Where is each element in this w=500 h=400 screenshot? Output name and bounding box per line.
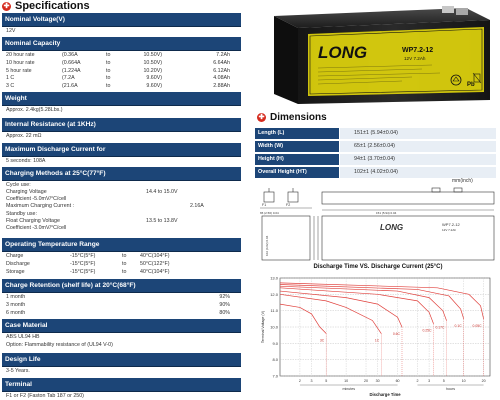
- temperature-name: Charge: [6, 253, 24, 259]
- front-view-rating: 12V 7.2Ah: [442, 228, 457, 232]
- case-material-value: ABS UL94 HB: [6, 334, 40, 340]
- y-tick-label: 8.0: [272, 357, 278, 363]
- temperature-to: to: [122, 260, 127, 267]
- retention-value: 92%: [219, 294, 230, 300]
- dimension-value: 102±1 (4.02±0.04): [340, 167, 496, 178]
- capacity-current: (1.224A: [62, 67, 81, 74]
- capacity-value: 6.12Ah: [213, 67, 230, 74]
- curve-label: 0.17C: [435, 325, 445, 330]
- retention-period: 1 month: [6, 294, 26, 300]
- front-view-model: WP7.2-12: [442, 222, 460, 227]
- x-axis-label: Discharge Time: [369, 392, 401, 397]
- y-tick-label: 10.0: [270, 324, 278, 330]
- specifications-title: ✚ Specifications: [3, 0, 90, 12]
- x-tick-label: 20: [481, 379, 486, 383]
- x-tick-label: 2: [298, 379, 301, 383]
- dimension-label: Width (W): [255, 141, 339, 152]
- curve-label: 0.1C: [454, 323, 462, 328]
- capacity-voltage: 9.60V): [146, 75, 162, 82]
- section-header-nominal-capacity: Nominal Capacity: [2, 37, 241, 51]
- dimension-value: 151±1 (5.94±0.04): [340, 128, 496, 139]
- side-view-drawing: [262, 216, 310, 260]
- curve-label: 0.05C: [472, 323, 482, 328]
- height-dimension: 102 (4.02) 0.04: [265, 235, 269, 256]
- y-tick-label: 12.0: [270, 291, 278, 297]
- capacity-current: (7.2A: [62, 75, 75, 82]
- pb-mark: Pb: [467, 82, 475, 88]
- section-header-internal-resistance: Internal Resistance (at 1KHz): [2, 118, 241, 132]
- x-group-hours: hours: [446, 387, 456, 391]
- standby-use-label: Standby use:: [6, 211, 37, 217]
- terminal-positive: [442, 6, 454, 13]
- retention-value: 80%: [219, 309, 230, 316]
- capacity-current: (21.6A: [62, 83, 78, 90]
- top-width-dimension: 65 (2.56) 0.04: [260, 211, 279, 215]
- y-tick-label: 9.0: [272, 340, 278, 346]
- coefficient-standby: Coefficient -3.0mV/°C/cell: [6, 225, 67, 231]
- dimension-label: Overall Height (HT): [255, 167, 339, 178]
- x-tick-label: 20: [364, 379, 369, 383]
- temperature-to: to: [122, 268, 127, 275]
- capacity-voltage: 10.20V): [143, 67, 162, 74]
- curve-label: 0.25C: [422, 328, 432, 333]
- capacity-voltage: 10.50V): [143, 59, 162, 66]
- discharge-chart: [258, 272, 498, 398]
- capacity-rate: 3 C: [6, 83, 15, 90]
- dimension-label: Length (L): [255, 128, 339, 139]
- section-header-terminal: Terminal: [2, 378, 241, 392]
- y-tick-label: 13.0: [270, 275, 278, 281]
- f2-terminal-drawing: [288, 192, 298, 202]
- section-header-nominal-voltage: Nominal Voltage(V): [2, 13, 241, 27]
- battery-rating-text: 12V 7.2Ah: [404, 56, 426, 61]
- weight-value: Approx. 2.4kg(5.28Lbs.): [6, 107, 63, 113]
- capacity-rate: 10 hour rate: [6, 59, 35, 66]
- capacity-to: to: [106, 59, 111, 66]
- capacity-value: 4.08Ah: [213, 75, 230, 82]
- f2-label: F2: [286, 203, 291, 207]
- float-voltage-row: Float Charging Voltage 13.5 to 13.8V: [6, 218, 178, 224]
- capacity-current: (0.36A: [62, 52, 78, 58]
- technical-drawing: [256, 186, 498, 262]
- section-header-max-discharge: Maximum Discharge Current for: [2, 143, 241, 157]
- x-tick-label: 5: [442, 379, 445, 383]
- y-tick-label: 11.0: [270, 308, 278, 314]
- x-tick-label: 5: [325, 379, 328, 383]
- temperature-to: to: [122, 253, 127, 259]
- battery-side-face: [274, 16, 298, 104]
- temperature-name: Storage: [6, 268, 25, 275]
- curve-label: 3C: [319, 338, 325, 343]
- capacity-rate: 5 hour rate: [6, 67, 32, 74]
- front-view-brand: LONG: [380, 223, 404, 232]
- x-tick-label: 60: [395, 379, 400, 383]
- capacity-value: 2.88Ah: [213, 83, 230, 90]
- chart-title: Discharge Time VS. Discharge Current (25°C): [313, 264, 443, 270]
- temperature-low: -15°C(5°F): [70, 253, 96, 259]
- dimensions-unit: mm(inch): [452, 178, 473, 184]
- temperature-low: -15°C(5°F): [70, 268, 96, 275]
- curve-label: 1C: [374, 338, 380, 343]
- cross-icon: ✚: [3, 3, 10, 10]
- x-tick-label: 2: [416, 379, 419, 383]
- nominal-voltage-value: 12V: [6, 28, 16, 34]
- y-axis-label: Terminal Voltage (V): [261, 310, 265, 344]
- dimension-value: 94±1 (3.70±0.04): [340, 154, 496, 165]
- retention-period: 6 month: [6, 309, 26, 316]
- charging-voltage-row: Charging Voltage 14.4 to 15.0V: [6, 189, 178, 195]
- capacity-value: 6.64Ah: [213, 59, 230, 66]
- dimension-value: 65±1 (2.56±0.04): [340, 141, 496, 152]
- battery-brand-logo: LONG: [318, 43, 368, 62]
- temperature-name: Discharge: [6, 260, 30, 267]
- capacity-to: to: [106, 67, 111, 74]
- section-header-operating-temp: Operating Temperature Range: [2, 238, 241, 252]
- retention-value: 90%: [219, 301, 230, 308]
- capacity-to: to: [106, 83, 111, 90]
- x-tick-label: 10: [344, 379, 349, 383]
- cross-icon: ✚: [258, 114, 265, 121]
- capacity-rate: 1 C: [6, 75, 15, 82]
- f1-terminal-drawing: [264, 192, 274, 202]
- max-charging-current-row: Maximum Charging Current : 2.16A: [6, 203, 204, 209]
- capacity-to: to: [106, 52, 111, 58]
- internal-resistance-value: Approx. 22 mΩ: [6, 133, 42, 139]
- battery-image: [252, 2, 498, 106]
- coefficient-cycle: Coefficient -5.0mV/°C/cell: [6, 196, 67, 202]
- temperature-low: -15°C(5°F): [70, 260, 96, 267]
- capacity-rate: 20 hour rate: [6, 52, 35, 58]
- design-life-value: 3-5 Years.: [6, 368, 30, 374]
- section-header-case-material: Case Material: [2, 319, 241, 333]
- x-group-minutes: minutes: [342, 387, 356, 391]
- terminal-value: F1 or F2 (Faston Tab 187 or 250): [6, 393, 84, 399]
- front-length-dimension: 151 (5.94) 0.04: [376, 211, 397, 215]
- f1-label: F1: [262, 203, 267, 207]
- x-tick-label: 3: [310, 379, 313, 383]
- dimension-label: Height (H): [255, 154, 339, 165]
- capacity-voltage: 9.60V): [146, 83, 162, 90]
- capacity-to: to: [106, 75, 111, 82]
- battery-model-text: WP7.2-12: [402, 47, 434, 54]
- capacity-current: (0.664A: [62, 59, 81, 66]
- retention-period: 3 month: [6, 301, 26, 308]
- case-material-option: Option: Flammability resistance of (UL94 V-0): [6, 342, 113, 348]
- capacity-value: 7.2Ah: [216, 52, 230, 58]
- curve-label: 0.6C: [392, 332, 400, 336]
- y-tick-label: 7.0: [272, 373, 278, 379]
- section-header-design-life: Design Life: [2, 353, 241, 367]
- section-header-charging: Charging Methods at 25°C(77°F): [2, 167, 241, 181]
- section-header-charge-retention: Charge Retention (shelf life) at 20°C(68°F): [2, 279, 241, 293]
- terminal-negative: [456, 8, 468, 15]
- x-tick-label: 30: [375, 379, 380, 383]
- top-view-drawing: [322, 192, 494, 204]
- x-tick-label: 3: [428, 379, 431, 383]
- capacity-voltage: 10.50V): [143, 52, 162, 58]
- max-discharge-value: 5 seconds: 108A: [6, 158, 46, 164]
- cycle-use-label: Cycle use:: [6, 182, 31, 188]
- dimensions-title: ✚ Dimensions: [258, 112, 327, 123]
- front-view-drawing: [322, 216, 494, 260]
- section-header-weight: Weight: [2, 92, 241, 106]
- temperature-high: 50°C(122°F): [140, 260, 170, 267]
- x-tick-label: 10: [461, 379, 466, 383]
- temperature-high: 40°C(104°F): [140, 268, 170, 275]
- temperature-high: 40°C(104°F): [140, 253, 170, 259]
